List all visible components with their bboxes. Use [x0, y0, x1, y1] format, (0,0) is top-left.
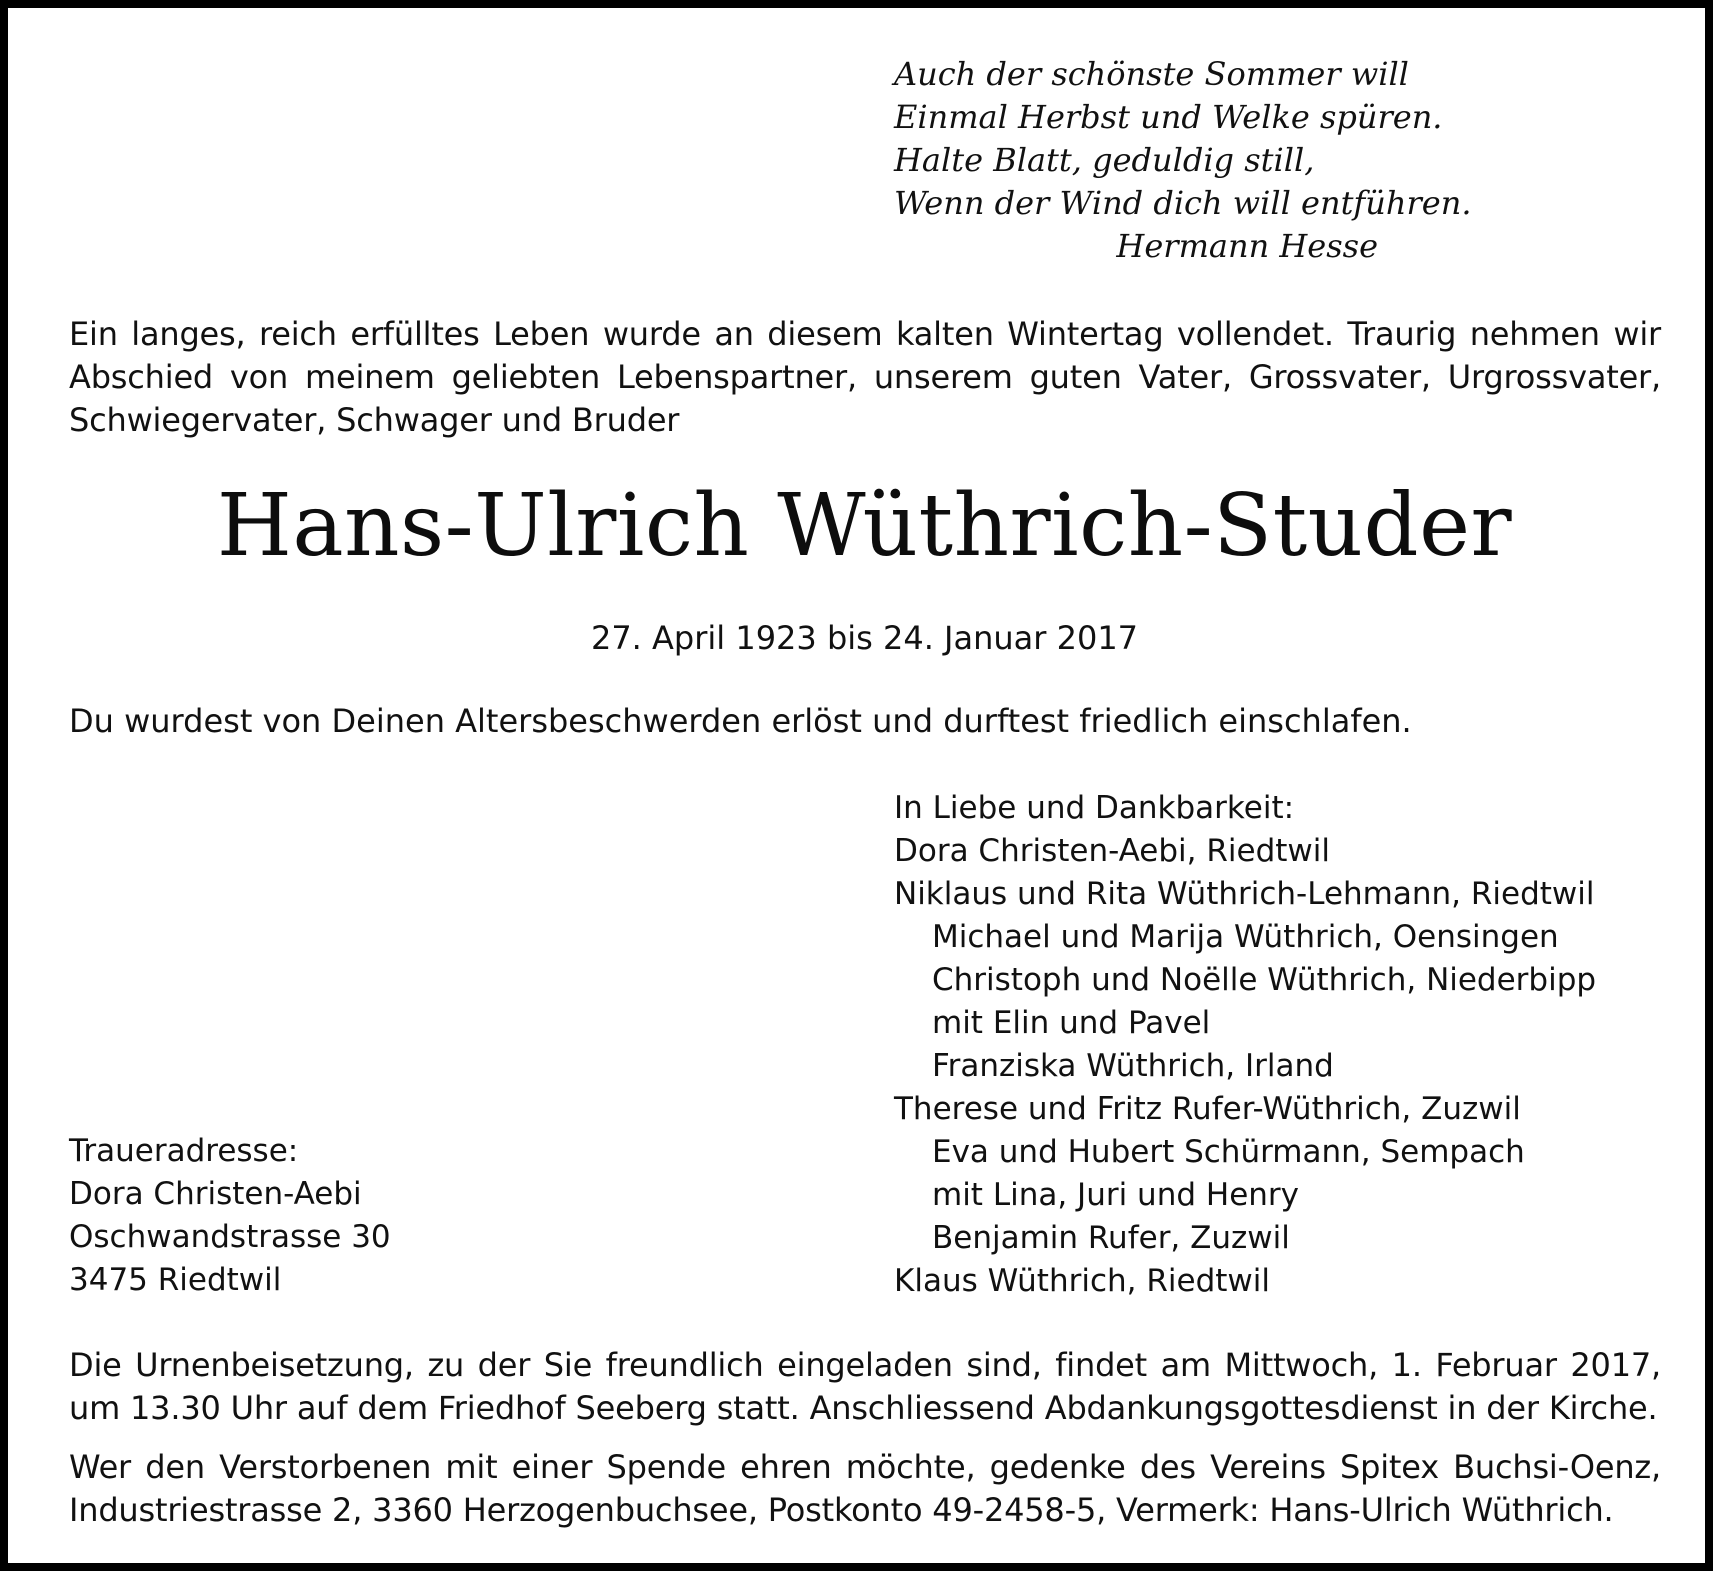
life-dates: 27. April 1923 bis 24. Januar 2017: [590, 619, 1139, 657]
family-member: Therese und Fritz Rufer-Wüthrich, Zuzwil: [894, 1091, 1521, 1127]
deceased-name: Hans-Ulrich Wüthrich-Studer: [216, 476, 1513, 576]
family-member: mit Elin und Pavel: [932, 1005, 1211, 1041]
burial-paragraph: Die Urnenbeisetzung, zu der Sie freundlich eingeladen sind, findet am Mittwoch, 1. Februar 2017, um 13.30 Uhr auf dem Friedhof Seeberg statt. Anschliessend Abdankungsgottesdienst in der Kirche.: [69, 1346, 1661, 1427]
family-list: [894, 787, 1674, 1303]
address-city: 3475 Riedtwil: [69, 1262, 282, 1298]
family-member: Eva und Hubert Schürmann, Sempach: [932, 1134, 1525, 1170]
poem-quote: [894, 53, 1472, 268]
family-member: Niklaus und Rita Wüthrich-Lehmann, Riedtwil: [894, 876, 1595, 912]
family-member: Benjamin Rufer, Zuzwil: [932, 1220, 1290, 1256]
address-name: Dora Christen-Aebi: [69, 1176, 362, 1212]
mourning-address: [69, 1130, 569, 1302]
poem-line: Einmal Herbst und Welke spüren.: [894, 98, 1443, 136]
family-member: Christoph und Noëlle Wüthrich, Niederbipp: [932, 962, 1597, 998]
release-sentence: Du wurdest von Deinen Altersbeschwerden erlöst und durftest friedlich einschlafen.: [69, 702, 1412, 740]
family-heading: In Liebe und Dankbarkeit:: [894, 790, 1295, 826]
family-member: Dora Christen-Aebi, Riedtwil: [894, 833, 1330, 869]
intro-paragraph: Ein langes, reich erfülltes Leben wurde an diesem kalten Wintertag vollendet. Traurig nehmen wir Abschied von meinem geliebten Lebenspartner, unserem guten Vater, Grossvater, Urgrossvater, Schwiegervater, Schwager und Bruder: [69, 315, 1661, 439]
poem-line: Auch der schönste Sommer will: [894, 55, 1409, 93]
poem-line: Halte Blatt, geduldig still,: [894, 141, 1315, 179]
family-member: Klaus Wüthrich, Riedtwil: [894, 1263, 1270, 1299]
donation-paragraph: Wer den Verstorbenen mit einer Spende ehren möchte, gedenke des Vereins Spitex Buchsi-Oenz, Industriestrasse 2, 3360 Herzogenbuchsee, Postkonto 49-2458-5, Vermerk: Hans-Ulrich Wüthrich.: [69, 1448, 1661, 1529]
poem-author: Hermann Hesse: [1116, 227, 1378, 265]
address-label: Traueradresse:: [69, 1133, 299, 1169]
family-member: Franziska Wüthrich, Irland: [932, 1048, 1334, 1084]
family-member: Michael und Marija Wüthrich, Oensingen: [932, 919, 1559, 955]
poem-line: Wenn der Wind dich will entführen.: [894, 184, 1472, 222]
address-street: Oschwandstrasse 30: [69, 1219, 391, 1255]
family-member: mit Lina, Juri und Henry: [932, 1177, 1300, 1213]
